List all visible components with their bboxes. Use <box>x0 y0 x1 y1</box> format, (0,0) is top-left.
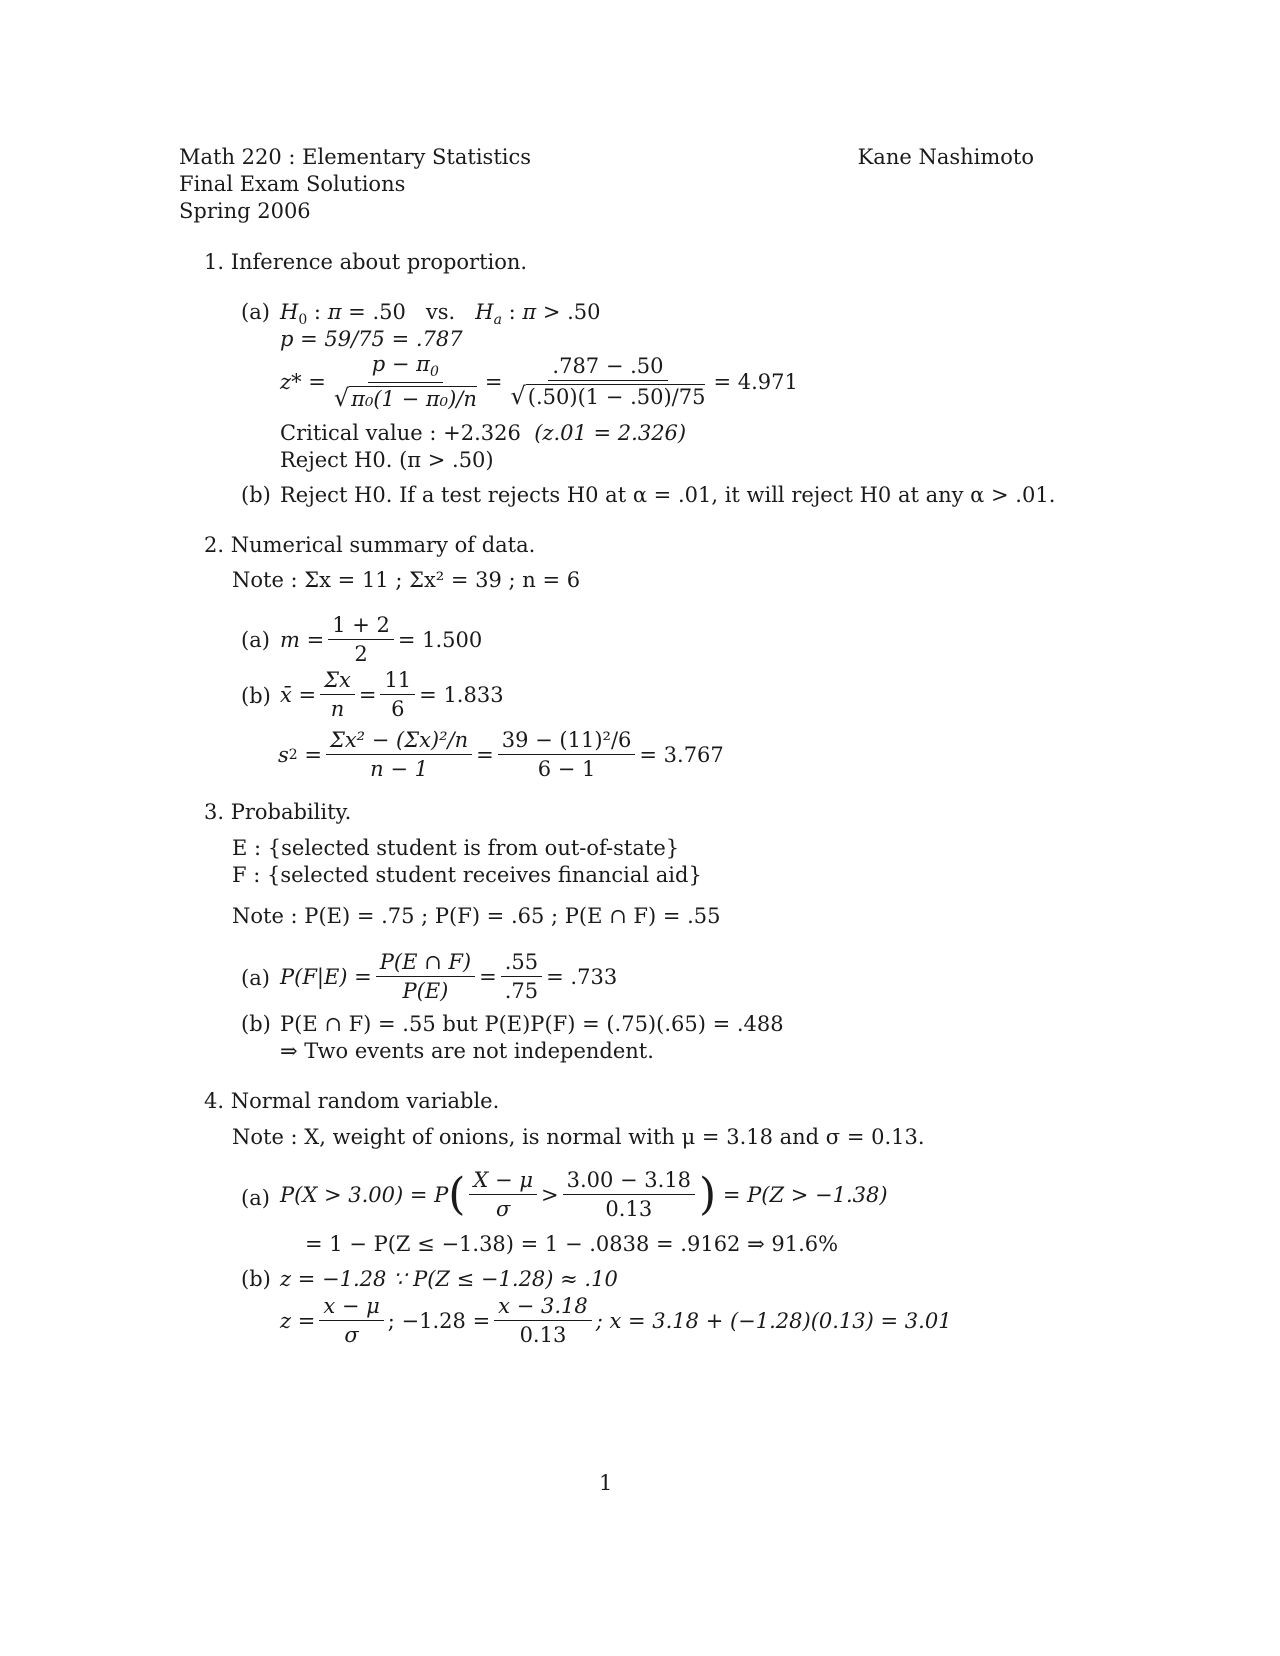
q1-p-line: p = 59/75 = .787 <box>280 327 463 351</box>
q4-b-mid: ; −1.28 = <box>387 1308 491 1333</box>
q2-a-num: 1 + 2 <box>328 613 394 640</box>
q4-a-result: = P(Z > −1.38) <box>722 1182 888 1207</box>
q1-z-den1: π₀(1 − π₀)/n <box>351 387 477 412</box>
q4-b-solve: z = $\frac{x - \mu}{\sigma}$ ; −1.28 = $\frac{x - 3.18}{0.13}$ ; x = 3.18 + (−1.28)(0.13) = 3.01 <box>280 1294 952 1348</box>
q4-b-label: (b) <box>241 1267 271 1291</box>
q1-hypotheses: $H_0$ : π = .50 vs. $H_a$ : π > .50 <box>280 300 601 329</box>
q3-a-label: (a) <box>241 966 270 990</box>
q3-a-lhs: P(F|E) = <box>280 964 372 989</box>
q1-z-statistic: z* = $\frac{p - \pi_0}{\text{√π₀(1 − π₀)/n}}$ = $\frac{.787 - .50}{√(.50)(1 - .50)/75}$ = 4.971 <box>280 352 798 413</box>
q4-b-line1: z = −1.28 ∵ P(Z ≤ −1.28) ≈ .10 <box>280 1267 618 1291</box>
q1-z-frac1: $\frac{p - \pi_0}{\text{√π₀(1 − π₀)/n}}$ <box>333 352 477 413</box>
q1-critical-value: Critical value : +2.326 (z.01 = 2.326) <box>280 421 687 445</box>
q2-s-den1: n − 1 <box>370 757 428 782</box>
q1-z-den2: (.50)(1 − .50)/75 <box>527 385 706 410</box>
author-name: Kane Nashimoto <box>857 145 1034 169</box>
q2-mean: x̄ = $\frac{\Sigma x}{n}$ = $\frac{11}{6}$ = 1.833 <box>280 668 504 722</box>
q2-a-result: = 1.500 <box>397 627 483 652</box>
q4-a-den1: σ <box>496 1197 511 1222</box>
q3-b-line1: P(E ∩ F) = .55 but P(E)P(F) = (.75)(.65) = .488 <box>280 1012 784 1036</box>
q2-s-num2: 39 − (11)²/6 <box>498 728 636 755</box>
q3-a-num2: .55 <box>501 950 542 977</box>
q1-hyp-vs: vs. <box>425 300 456 324</box>
q3-b-label: (b) <box>241 1012 271 1036</box>
q2-median: m = $\frac{1 + 2}{2}$ = 1.500 <box>280 613 483 667</box>
q3-b-line2: ⇒ Two events are not independent. <box>280 1039 654 1063</box>
q4-a-probability: P(X > 3.00) = P ( $\frac{X - \mu}{\sigma}$ > $\frac{3.00 - 3.18}{0.13}$ ) = P(Z > −1.38) <box>280 1168 888 1222</box>
exam-title: Final Exam Solutions <box>179 172 406 196</box>
q3-f-def: F : {selected student receives financial aid} <box>232 863 702 887</box>
q2-a-label: (a) <box>241 628 270 652</box>
q1-reject: Reject H0. (π > .50) <box>280 448 494 472</box>
q1-critical-z: (z.01 = 2.326) <box>534 421 687 445</box>
q4-a-num1: X − μ <box>469 1168 537 1195</box>
q3-a-den1: P(E) <box>402 979 449 1004</box>
q2-b-den1: n <box>330 697 345 722</box>
q2-b-result: = 1.833 <box>419 682 504 707</box>
q3-a-den2: .75 <box>504 979 539 1004</box>
q2-b-num1: Σx <box>320 668 355 695</box>
q4-a-lhs: P(X > 3.00) = P <box>280 1182 449 1207</box>
q1-b-text: Reject H0. If a test rejects H0 at α = .01, it will reject H0 at any α > .01. <box>280 483 1056 507</box>
q1-z-num1: $p - \pi_0$ <box>368 352 443 383</box>
exam-term: Spring 2006 <box>179 199 311 223</box>
q2-s-den2: 6 − 1 <box>537 757 596 782</box>
q3-note: Note : P(E) = .75 ; P(F) = .65 ; P(E ∩ F) = .55 <box>232 904 721 928</box>
q4-b-num1: x − μ <box>319 1294 383 1321</box>
q3-title: 3. Probability. <box>204 800 352 824</box>
q3-conditional: P(F|E) = $\frac{P(E \cap F)}{P(E)}$ = $\frac{.55}{.75}$ = .733 <box>280 950 618 1004</box>
q4-title: 4. Normal random variable. <box>204 1089 500 1113</box>
q4-a-num2: 3.00 − 3.18 <box>563 1168 695 1195</box>
q4-b-num2: x − 3.18 <box>494 1294 592 1321</box>
q4-a-den2: 0.13 <box>605 1197 653 1222</box>
q2-b-num2: 11 <box>380 668 415 695</box>
q2-variance: s 2 = $\frac{\text{Σx² − (Σx)²/n}}{n - 1}$ = $\frac{\text{39 − (11)²/6}}{6 - 1}$ = 3.767 <box>278 728 724 782</box>
q2-title: 2. Numerical summary of data. <box>204 533 536 557</box>
q2-a-den: 2 <box>354 642 368 667</box>
q1-z-num2: .787 − .50 <box>548 354 667 381</box>
page-number: 1 <box>599 1471 613 1495</box>
q3-a-num1: P(E ∩ F) <box>376 950 475 977</box>
q4-note: Note : X, weight of onions, is normal with μ = 3.18 and σ = 0.13. <box>232 1125 925 1149</box>
q2-b-den2: 6 <box>391 697 405 722</box>
q4-b-den2: 0.13 <box>519 1323 567 1348</box>
q2-s-result: = 3.767 <box>639 742 724 767</box>
q2-s-num1: Σx² − (Σx)²/n <box>326 728 472 755</box>
q1-z-lhs: z* = <box>280 370 326 395</box>
q1-title: 1. Inference about proportion. <box>204 250 528 274</box>
q4-a-label: (a) <box>241 1186 270 1210</box>
q4-a-line2: = 1 − P(Z ≤ −1.38) = 1 − .0838 = .9162 ⇒ 91.6% <box>305 1232 839 1256</box>
q2-b-label: (b) <box>241 684 271 708</box>
q3-e-def: E : {selected student is from out-of-state} <box>232 836 680 860</box>
q1-b-label: (b) <box>241 483 271 507</box>
course-title: Math 220 : Elementary Statistics <box>179 145 532 169</box>
q2-note: Note : Σx = 11 ; Σx² = 39 ; n = 6 <box>232 568 581 592</box>
q1-z-result: = 4.971 <box>713 370 798 395</box>
q1-z-frac2: $\frac{.787 - .50}{√(.50)(1 - .50)/75}$ <box>510 354 706 411</box>
q3-a-result: = .733 <box>546 964 618 989</box>
q4-b-den1: σ <box>344 1323 359 1348</box>
q4-b-result: ; x = 3.18 + (−1.28)(0.13) = 3.01 <box>595 1308 952 1333</box>
q1-a-label: (a) <box>241 300 270 324</box>
